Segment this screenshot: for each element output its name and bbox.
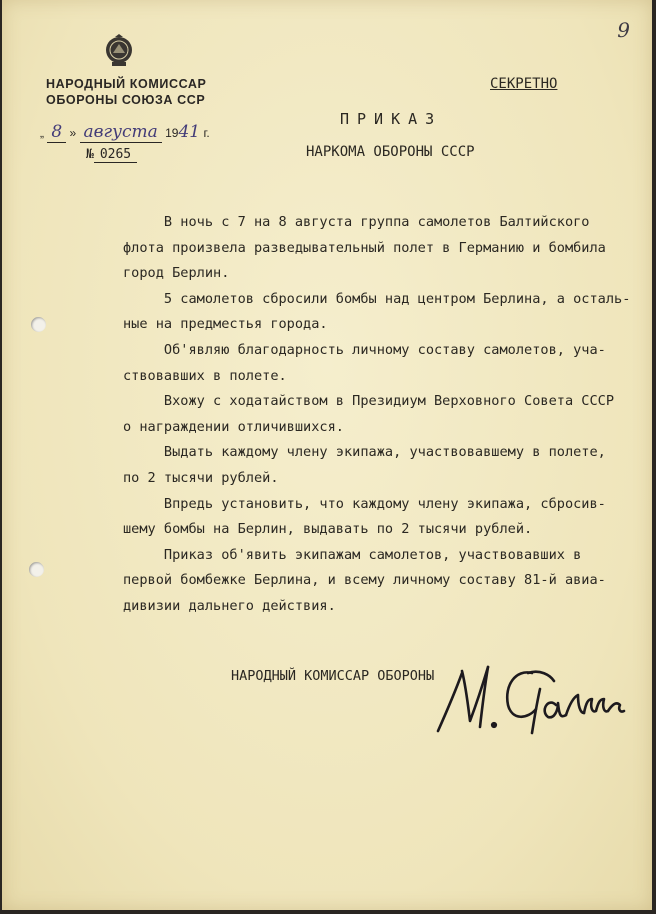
order-body xyxy=(123,210,643,620)
classification-stamp: СЕКРЕТНО xyxy=(490,76,558,92)
document-subtitle: НАРКОМА ОБОРОНЫ СССР xyxy=(306,144,475,160)
body-line: Приказ об'явить экипажам самолетов, участвовавших в xyxy=(123,546,582,563)
date-year-unit: г. xyxy=(203,126,210,140)
letterhead-line-2: ОБОРОНЫ СОЮЗА ССР xyxy=(46,93,206,107)
body-line: В ночь с 7 на 8 августа группа самолетов Балтийского xyxy=(123,214,590,230)
body-line: Об'являю благодарность личному составу самолетов, уча- xyxy=(123,341,606,358)
date-line: „ 8 » августа 1941 г. xyxy=(40,122,210,142)
signatory-title: НАРОДНЫЙ КОМИССАР ОБОРОНЫ xyxy=(231,668,435,684)
date-month: августа xyxy=(83,122,158,142)
punch-hole xyxy=(29,562,44,577)
date-year-suffix: 41 xyxy=(178,122,201,142)
body-line: Вхожу с ходатайством в Президиум Верховного Совета СССР xyxy=(123,393,615,410)
order-number-label: № xyxy=(86,147,94,162)
order-number xyxy=(86,147,137,162)
body-line: флота произвела разведывательный полет в Германию и бомбила xyxy=(123,239,606,256)
letterhead-line-1: НАРОДНЫЙ КОМИССАР xyxy=(46,77,207,91)
order-number-value: 0265 xyxy=(94,147,137,163)
body-line: 5 самолетов сбросили бомбы над центром Берлина, а осталь- xyxy=(123,290,631,307)
body-line: дивизии дальнего действия. xyxy=(123,597,336,614)
document-title: ПРИКАЗ xyxy=(340,110,443,128)
page-number: 9 xyxy=(617,18,630,42)
body-line: по 2 тысячи рублей. xyxy=(123,469,279,486)
state-emblem-icon xyxy=(104,34,134,72)
body-line: ные на предместья города. xyxy=(123,316,328,333)
body-line: Впредь установить, что каждому члену экипажа, сбросив- xyxy=(123,495,606,512)
date-day: 8 xyxy=(51,122,63,142)
body-line: ствовавших в полете. xyxy=(123,367,287,384)
body-line: о награждении отличившихся. xyxy=(123,418,344,435)
body-line: первой бомбежке Берлина, и всему личному составу 81-й авиа- xyxy=(123,572,606,589)
body-line: Выдать каждому члену экипажа, участвовавшему в полете, xyxy=(123,444,606,461)
body-line: город Берлин. xyxy=(123,265,230,282)
punch-hole xyxy=(31,317,46,332)
body-line: шему бомбы на Берлин, выдавать по 2 тысячи рублей. xyxy=(123,521,533,538)
date-year-prefix: 19 xyxy=(165,126,179,140)
letterhead xyxy=(46,76,206,108)
document-page xyxy=(2,0,652,910)
handwritten-signature xyxy=(432,655,632,749)
